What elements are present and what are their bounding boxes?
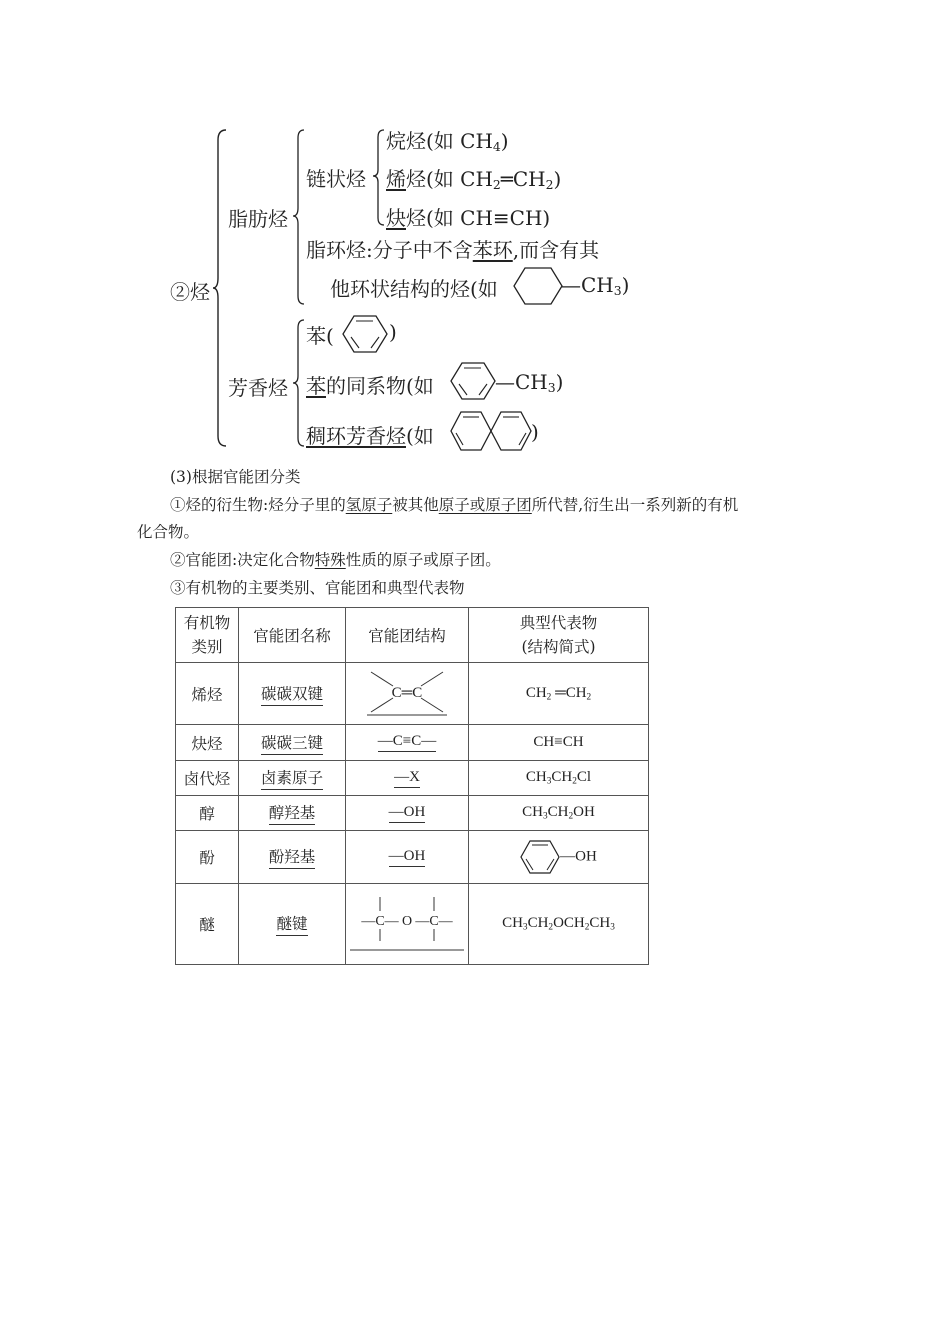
aromatic-brace: [292, 318, 306, 448]
benzene-close: ): [389, 320, 397, 344]
row-representative: $CH_3CH_2OCH_2CH_3$: [469, 884, 649, 965]
homolog-line: 苯的同系物(如: [306, 374, 434, 398]
alkane-line: 烷烃(如 $CH_4$): [386, 129, 509, 155]
table-row: [176, 831, 649, 884]
section3-title: (3)根据官能团分类: [170, 468, 301, 486]
row-category: 炔烃: [176, 725, 239, 761]
phenol-ring-icon: [520, 839, 560, 875]
chain-label: 链状烃: [306, 167, 366, 191]
svg-text:—C—: —C—: [361, 914, 399, 929]
row-category: 醇: [176, 796, 239, 831]
row-group-name: 醚键: [239, 884, 346, 965]
ether-bond-structure: [348, 891, 466, 953]
para-table-intro: ③有机物的主要类别、官能团和典型代表物: [170, 579, 465, 597]
fused-close: ): [531, 420, 539, 444]
row-representative: $CH_3CH_2Cl$: [469, 761, 649, 796]
row-group-name: 醇羟基: [239, 796, 346, 831]
row-group-struct: —C≡C—: [346, 725, 469, 761]
table-row: [176, 663, 649, 725]
table-row: [176, 725, 649, 761]
row-group-struct: —OH: [346, 831, 469, 884]
svg-text:C═C: C═C: [391, 684, 423, 701]
table-row: [176, 884, 649, 965]
aromatic-label: 芳香烃: [228, 376, 288, 400]
toluene-ring-icon: [450, 361, 496, 401]
benzene-line: 苯(: [306, 324, 334, 348]
row-group-name: 碳碳双键: [239, 663, 346, 725]
para-functional-group: ②官能团:决定化合物特殊性质的原子或原子团。: [170, 551, 501, 569]
svg-text:O: O: [401, 914, 413, 929]
functional-group-table: [175, 607, 649, 965]
toluene-methyl: $—CH_3$): [495, 370, 564, 396]
header-group-struct: 官能团结构: [346, 608, 469, 663]
alkene-line: 烯烃(如 $CH_2═CH_2$): [386, 167, 562, 193]
row-category: 醚: [176, 884, 239, 965]
benzene-ring-icon: [342, 314, 388, 354]
row-representative: $CH_3CH_2OH$: [469, 796, 649, 831]
row-group-struct: [346, 884, 469, 965]
row-representative: $CH_2$ $═CH_2$: [469, 663, 649, 725]
double-bond-structure: [365, 668, 449, 716]
row-group-name: 卤素原子: [239, 761, 346, 796]
naphthalene-icon: [450, 410, 532, 452]
row-group-struct: —X: [346, 761, 469, 796]
row-group-struct: —OH: [346, 796, 469, 831]
row-representative: —OH: [469, 831, 649, 884]
header-representative: 典型代表物 (结构简式): [469, 608, 649, 663]
cyclohexane-icon: [513, 266, 563, 306]
row-category: 烯烃: [176, 663, 239, 725]
root-brace: [212, 128, 228, 448]
alicyclic-line-2: 他环状结构的烃(如: [330, 277, 498, 301]
cyclo-methyl: $—CH_3$): [561, 273, 630, 299]
aliphatic-label: 脂肪烃: [228, 207, 288, 231]
row-group-name: 酚羟基: [239, 831, 346, 884]
aliphatic-brace: [292, 128, 306, 306]
chain-brace: [372, 128, 386, 228]
alkyne-line: 炔烃(如 CH≡CH): [386, 206, 551, 230]
row-group-struct: [346, 663, 469, 725]
fused-line: 稠环芳香烃(如: [306, 424, 434, 448]
row-category: 酚: [176, 831, 239, 884]
para-derivative: ①烃的衍生物:烃分子里的氢原子被其他原子或原子团所代替,衍生出一系列新的有机: [170, 496, 739, 514]
table-header-row: [176, 608, 649, 663]
para-derivative-cont: 化合物。: [137, 523, 200, 541]
table-row: [176, 796, 649, 831]
table-row: [176, 761, 649, 796]
svg-text:—C—: —C—: [415, 914, 453, 929]
row-group-name: 碳碳三键: [239, 725, 346, 761]
row-category: 卤代烃: [176, 761, 239, 796]
header-category: 有机物 类别: [176, 608, 239, 663]
alicyclic-line-1: 脂环烃:分子中不含苯环,而含有其: [306, 238, 600, 262]
row-representative: CH≡CH: [469, 725, 649, 761]
header-group-name: 官能团名称: [239, 608, 346, 663]
root-label: ②烃: [170, 280, 210, 304]
